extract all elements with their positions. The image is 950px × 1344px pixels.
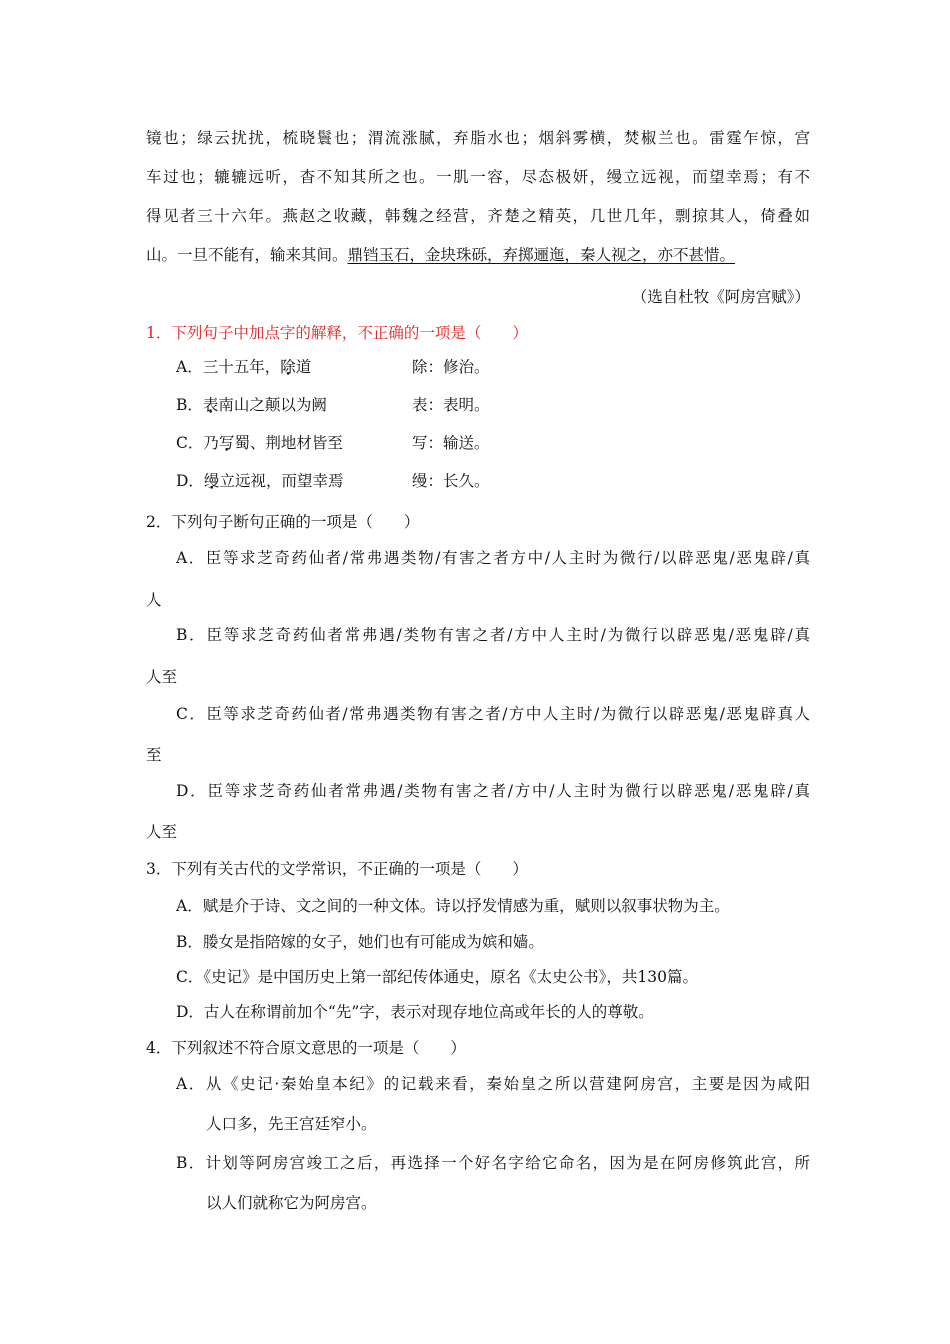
option-text: 南山之颠以为阙	[218, 396, 327, 414]
q1-option-c	[176, 433, 810, 453]
option-text: 立远视，而望幸焉	[219, 472, 344, 490]
q3-option-c: C．《史记》是中国历史上第一部纪传体通史，原名《太史公书》，共130篇。	[176, 968, 698, 986]
q3-option-d: D．古人在称谓前加个“先”字，表示对现存地位高或年长的人的尊敬。	[176, 1003, 654, 1021]
question-4-stem: 4．下列叙述不符合原文意思的一项是（ ）	[146, 1039, 466, 1057]
q1-option-b	[176, 395, 810, 415]
passage-line: 得见者三十六年。燕赵之收藏，韩魏之经营，齐楚之精英，几世几年，剽掠其人，倚叠如	[146, 207, 810, 225]
option-explanation: 表：表明。	[412, 396, 490, 414]
dotted-character: 写	[218, 434, 235, 452]
passage-source: （选自杜牧《阿房宫赋》）	[631, 288, 810, 306]
q2-option-b-cont: 人至	[146, 668, 178, 686]
dotted-character: 缦	[203, 472, 220, 490]
passage-text: 山。一旦不能有，输来其间。	[146, 246, 348, 264]
option-text: 道	[295, 358, 312, 376]
q4-option-b-cont: 以人们就称它为阿房宫。	[206, 1194, 377, 1212]
passage-line: 车过也；辘辘远听，杳不知其所之也。一肌一容，尽态极妍，缦立远视，而望幸焉；有不	[146, 168, 810, 186]
q3-option-b: B．媵女是指陪嫁的女子，她们也有可能成为嫔和嫱。	[176, 933, 544, 951]
option-letter: B．	[176, 396, 203, 414]
question-3-stem: 3．下列有关古代的文学常识，不正确的一项是（ ）	[146, 860, 528, 878]
q2-option-b: B．臣等求芝奇药仙者常弗遇/类物有害之者/方中人主时/为微行以辟恶鬼/恶鬼辟/真	[176, 626, 810, 644]
passage-line	[146, 245, 810, 265]
q2-option-c: C．臣等求芝奇药仙者/常弗遇类物有害之者/方中人主时/为微行以辟恶鬼/恶鬼辟真人	[176, 705, 810, 723]
option-explanation: 缦：长久。	[412, 472, 490, 490]
dotted-character: 除	[280, 358, 296, 376]
q2-option-d: D．臣等求芝奇药仙者常弗遇/类物有害之者/方中/人主时为微行以辟恶鬼/恶鬼辟/真	[176, 782, 810, 800]
q3-option-a: A．赋是介于诗、文之间的一种文体。诗以抒发情感为重，赋则以叙事状物为主。	[176, 897, 730, 915]
q1-option-d	[176, 471, 810, 491]
q2-option-a: A．臣等求芝奇药仙者/常弗遇类物/有害之者方中/人主时为微行/以辟恶鬼/恶鬼辟/真	[176, 549, 810, 567]
q2-option-d-cont: 人至	[146, 823, 178, 841]
option-letter: C．	[176, 434, 204, 452]
q1-option-a	[176, 357, 810, 377]
option-explanation: 写：输送。	[412, 434, 490, 452]
option-letter: A．	[176, 358, 203, 376]
q4-option-a-cont: 人口多，先王宫廷窄小。	[206, 1115, 377, 1133]
option-text: 乃	[203, 434, 219, 452]
option-letter: D．	[176, 472, 204, 490]
option-text: 蜀、荆地材皆至	[234, 434, 343, 452]
option-text: 三十五年，	[202, 358, 281, 376]
question-1-stem: 1．下列句子中加点字的解释，不正确的一项是（ ）	[146, 324, 528, 342]
question-2-stem: 2．下列句子断句正确的一项是（ ）	[146, 513, 420, 531]
q2-option-c-cont: 至	[146, 746, 162, 764]
option-explanation: 除：修治。	[412, 358, 490, 376]
passage-line: 镜也；绿云扰扰，梳晓鬟也；渭流涨腻，弃脂水也；烟斜雾横，焚椒兰也。雷霆乍惊，宫	[146, 129, 810, 147]
dotted-character: 表	[202, 396, 219, 414]
q2-option-a-cont: 人	[146, 591, 162, 609]
q4-option-a: A．从《史记·秦始皇本纪》的记载来看，秦始皇之所以营建阿房宫，主要是因为咸阳	[176, 1075, 810, 1093]
q4-option-b: B．计划等阿房宫竣工之后，再选择一个好名字给它命名，因为是在阿房修筑此宫，所	[176, 1154, 810, 1172]
underlined-sentence: 鼎铛玉石，金块珠砾，弃掷逦迤，秦人视之，亦不甚惜。	[347, 246, 736, 264]
